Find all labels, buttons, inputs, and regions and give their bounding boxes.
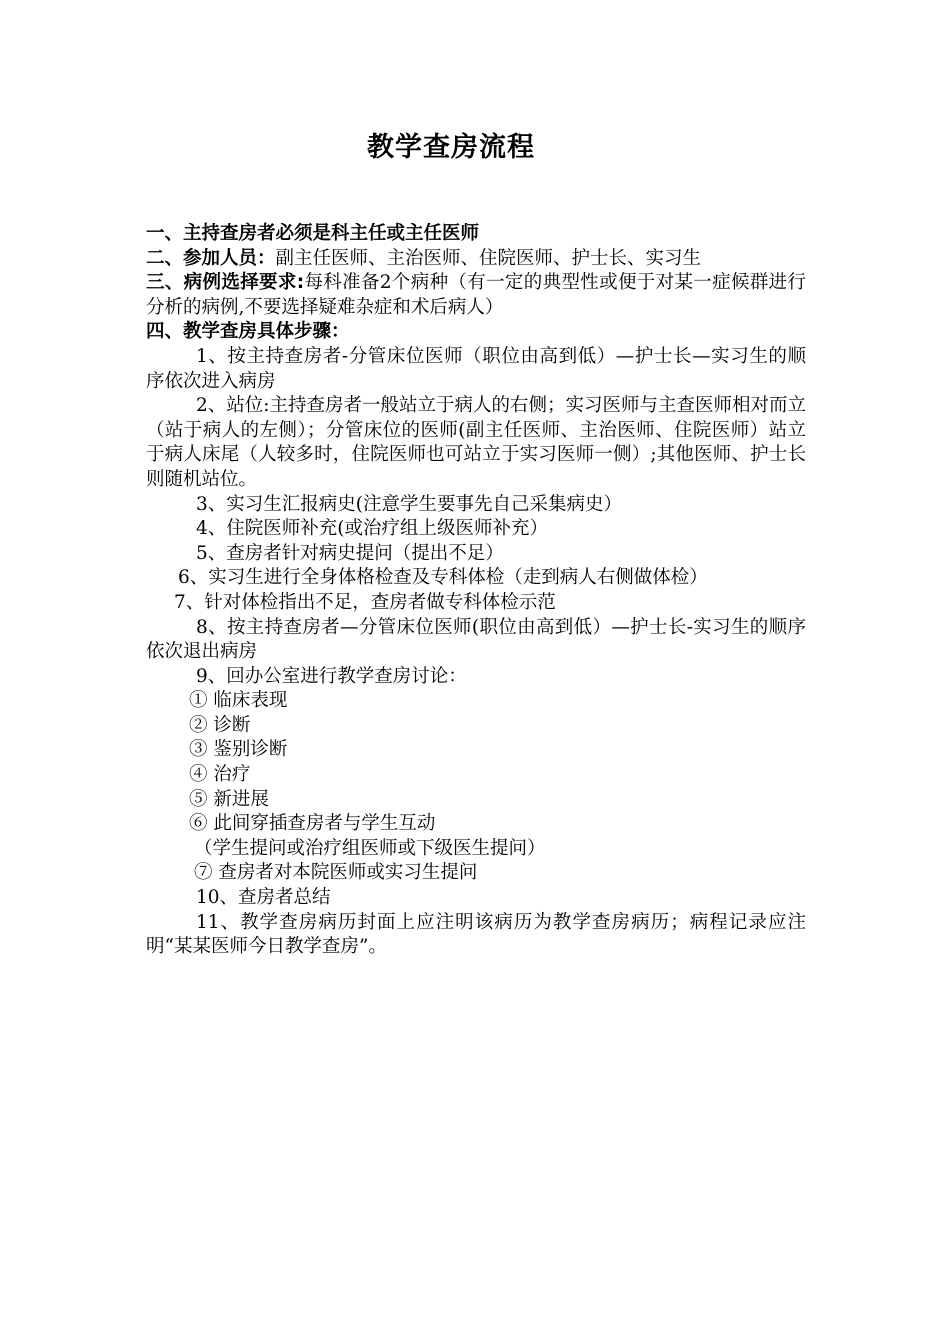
section-4	[146, 320, 806, 345]
section-1	[146, 222, 806, 247]
discussion-item-5: ⑤ 新进展	[189, 788, 269, 810]
document-title: 教学查房流程	[367, 132, 535, 163]
section-1-heading: 一、主持查房者必须是科主任或主任医师	[146, 223, 480, 244]
step-3: 3、实习生汇报病史(注意学生要事先自己采集病史）	[196, 493, 622, 515]
discussion-item-6: ⑥ 此间穿插查房者与学生互动	[189, 813, 436, 835]
step-5: 5、查房者针对病史提问（提出不足）	[196, 542, 504, 564]
document-body	[146, 222, 806, 960]
step-6: 6、实习生进行全身体格检查及专科体检（走到病人右侧做体检）	[178, 567, 708, 589]
section-2	[146, 247, 806, 272]
discussion-item-2: ② 诊断	[189, 714, 251, 736]
discussion-item-4: ④ 治疗	[189, 764, 251, 786]
discussion-item-3: ③ 鉴别诊断	[189, 739, 288, 761]
step-8: 8、按主持查房者—分管床位医师(职位由高到低）—护士长-实习生的顺序依次退出病房	[146, 616, 806, 663]
section-2-text: 副主任医师、主治医师、住院医师、护士长、实习生	[275, 247, 702, 269]
section-3-text: 每科准备2个病种（有一定的典型性或便于对某一症候群进行分析的病例,不要选择疑难杂症和术后病人）	[146, 272, 806, 318]
step-7: 7、针对体检指出不足，查房者做专科体检示范	[174, 591, 556, 613]
step-9: 9、回办公室进行教学查房讨论：	[196, 665, 467, 687]
section-3	[146, 271, 806, 320]
step-11: 11、教学查房病历封面上应注明该病历为教学查房病历；病程记录应注明“某某医师今日教学查房”。	[146, 911, 806, 958]
section-2-heading: 二、参加人员：	[146, 247, 276, 269]
step-2: 2、站位:主持查房者一般站立于病人的右侧；实习医师与主查医师相对而立（站于病人的左侧）；分管床位的医师(副主任医师、主治医师、住院医师）站立于病人床尾（人较多时，住院医师也可站立于实习医师一侧）;其他医师、护士长则随机站位。	[146, 395, 807, 490]
section-4-heading: 四、教学查房具体步骤：	[146, 321, 350, 343]
step-10: 10、查房者总结	[196, 887, 331, 909]
section-3-heading: 三、病例选择要求:	[146, 272, 305, 294]
step-1: 1、按主持查房者-分管床位医师（职位由高到低）—护士长—实习生的顺序依次进入病房	[146, 345, 806, 392]
step-4: 4、住院医师补充(或治疗组上级医师补充）	[196, 518, 548, 540]
discussion-item-6-note: （学生提问或治疗组医师或下级医生提问）	[194, 837, 546, 859]
discussion-item-1: ① 临床表现	[189, 690, 288, 712]
discussion-item-7: ⑦ 查房者对本院医师或实习生提问	[194, 862, 478, 884]
